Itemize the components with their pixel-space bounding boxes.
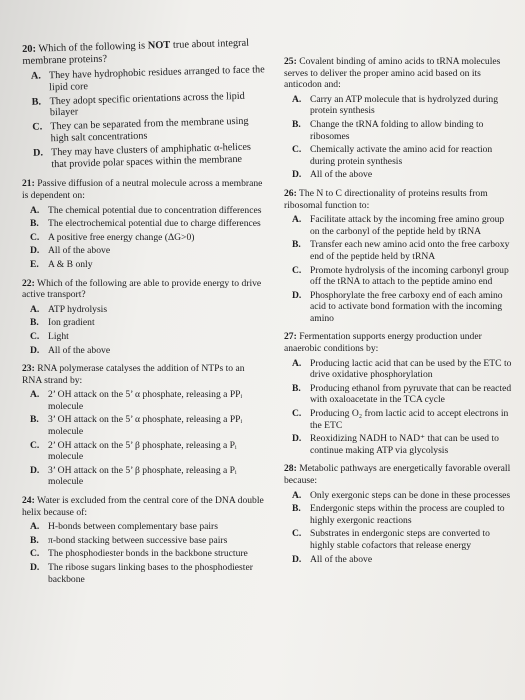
answer-option (22, 345, 264, 357)
question-25 (284, 56, 512, 181)
question-23 (22, 363, 264, 488)
option-letter: B. (30, 414, 39, 426)
option-letter: D. (292, 289, 302, 301)
option-text: 3’ OH attack on the 5’ α phosphate, releasing a PPᵢ molecule (48, 414, 243, 438)
option-text: The phosphodiester bonds in the backbone structure (48, 548, 248, 560)
stem-text: Water is excluded from the central core of the DNA double helix because of: (22, 495, 264, 518)
answer-option (22, 389, 264, 412)
option-text: 3’ OH attack on the 5’ β phosphate, releasing a Pᵢ molecule (48, 464, 237, 488)
stem-text: Metabolic pathways are energetically favorable overall because: (284, 463, 511, 486)
option-letter: C. (292, 144, 302, 156)
answer-option (22, 317, 264, 329)
question-27 (284, 331, 512, 456)
question-number: 28: (284, 463, 297, 475)
question-stem (22, 495, 264, 518)
option-text: Only exergonic steps can be done in these processes (310, 489, 511, 501)
answer-option (22, 245, 264, 257)
option-letter: A. (30, 303, 40, 315)
question-stem (284, 56, 512, 91)
option-text: Substrates in endergonic steps are converted to highly stable cofactors that release energy (310, 528, 490, 551)
question-stem (284, 331, 512, 354)
option-letter: D. (30, 464, 40, 476)
option-letter: C. (30, 231, 40, 243)
option-letter: C. (292, 528, 302, 540)
option-letter: A. (30, 204, 40, 216)
answer-option (284, 358, 512, 381)
option-text: Producing lactic acid that can be used by the ETC to drive oxidative phosphorylation (310, 357, 512, 381)
option-letter: A. (292, 214, 302, 226)
option-letter: B. (292, 503, 301, 515)
answer-option (284, 490, 512, 502)
option-letter: B. (30, 317, 39, 329)
option-text: ATP hydrolysis (48, 303, 108, 315)
option-text: Producing ethanol from pyruvate that can be reacted with oxaloacetate in the TCA cycle (310, 382, 512, 406)
option-letter: A. (30, 389, 40, 401)
answer-option (284, 265, 512, 288)
stem-text: Fermentation supports energy production under anaerobic conditions by: (284, 331, 482, 355)
answer-option (22, 331, 264, 343)
option-letter: D. (292, 433, 302, 445)
option-text: Transfer each new amino acid onto the free carboxy end of the peptide held by tRNA (310, 239, 510, 262)
stem-text: Which of the following is (38, 40, 148, 55)
option-letter: A. (30, 70, 41, 82)
answer-option (22, 440, 264, 463)
answer-option (284, 554, 512, 566)
option-letter: C. (30, 330, 40, 342)
stem-emphasis: NOT (147, 39, 171, 52)
option-text: H-bonds between complementary base pairs (48, 521, 218, 533)
option-letter: B. (292, 118, 301, 130)
answer-option (284, 214, 512, 237)
question-21 (22, 178, 264, 270)
option-text: A & B only (48, 258, 93, 270)
answer-option (22, 562, 264, 585)
option-text: Carry an ATP molecule that is hydrolyzed during protein synthesis (310, 93, 499, 117)
answer-option (284, 239, 512, 262)
question-stem (22, 278, 264, 301)
option-letter: E. (30, 258, 39, 270)
answer-option (22, 259, 264, 271)
left-column (22, 37, 265, 592)
answer-option (25, 141, 268, 171)
stem-text: Covalent binding of amino acids to tRNA molecules serves to deliver the proper amino acid based on its anticodon and: (284, 56, 501, 91)
option-text: π-bond stacking between successive base pairs (48, 534, 228, 546)
answer-option (22, 304, 264, 316)
option-text: Light (48, 330, 69, 342)
option-letter: C. (30, 439, 40, 451)
option-letter: B. (30, 534, 39, 546)
question-24 (22, 495, 264, 585)
option-text: Reoxidizing NADH to NAD⁺ that can be used to continue making ATP via glycolysis (310, 433, 499, 456)
option-text: They adopt specific orientations across the lipid bilayer (49, 90, 245, 119)
question-stem (22, 363, 264, 386)
option-text: They can be separated from the membrane using high salt concentrations (50, 115, 249, 145)
option-text: The electrochemical potential due to charge differences (48, 218, 261, 230)
option-text: All of the above (48, 344, 111, 356)
option-text: All of the above (310, 553, 373, 565)
answer-option (22, 548, 264, 560)
stem-text: Which of the following are able to provide energy to drive active transport? (22, 277, 262, 301)
option-letter: D. (30, 562, 40, 573)
answer-option (284, 290, 512, 325)
question-number: 20: (22, 43, 37, 55)
option-text: Ion gradient (48, 317, 95, 329)
question-number: 26: (284, 187, 297, 199)
question-stem (22, 178, 264, 201)
option-letter: B. (31, 96, 42, 108)
question-20 (22, 37, 267, 171)
option-text: 2’ OH attack on the 5’ β phosphate, releasing a Pᵢ molecule (48, 439, 237, 463)
stem-text: Passive diffusion of a neutral molecule across a membrane is dependent on: (22, 178, 263, 201)
option-text: Promote hydrolysis of the incoming carbonyl group off the tRNA to attach to the peptide amino end (310, 264, 509, 288)
answer-option (284, 528, 512, 551)
option-letter: A. (292, 489, 302, 501)
option-text: They may have clusters of amphiphatic α-helices that provide polar spaces within the membrane (50, 141, 252, 170)
answer-option (284, 94, 512, 117)
answer-option (284, 503, 512, 526)
question-number: 27: (284, 331, 297, 343)
stem-text: RNA polymerase catalyses the addition of NTPs to an RNA strand by: (22, 363, 245, 386)
question-22 (22, 278, 264, 357)
answer-option (284, 383, 512, 406)
question-number: 22: (22, 277, 35, 289)
option-text: The chemical potential due to concentration differences (48, 204, 262, 216)
answer-option (284, 144, 512, 167)
question-number: 25: (284, 56, 297, 67)
answer-option (22, 218, 264, 230)
answer-option (284, 408, 512, 431)
answer-option (284, 433, 512, 456)
answer-option (22, 414, 264, 437)
answer-option (284, 169, 512, 181)
option-text: All of the above (48, 245, 111, 257)
option-text: A positive free energy change (ΔG>0) (48, 231, 195, 243)
option-letter: A. (30, 521, 40, 533)
option-letter: B. (292, 382, 301, 394)
stem-text: true about integral membrane proteins? (22, 37, 250, 67)
answer-option (22, 205, 264, 217)
option-text: Change the tRNA folding to allow binding to ribosomes (310, 118, 484, 142)
option-letter: A. (292, 357, 302, 369)
question-stem (22, 37, 265, 68)
option-letter: D. (292, 169, 302, 181)
option-text: 2’ OH attack on the 5’ α phosphate, releasing a PPᵢ molecule (48, 389, 243, 412)
answer-option (22, 232, 264, 244)
option-letter: D. (32, 147, 44, 159)
answer-option (22, 465, 264, 488)
option-text: Producing O₂ from lactic acid to accept electrons in the ETC (310, 408, 509, 431)
option-letter: B. (30, 218, 39, 230)
option-letter: B. (292, 239, 301, 251)
question-number: 24: (22, 495, 35, 507)
question-26 (284, 188, 512, 325)
option-text: The ribose sugars linking bases to the phosphodiester backbone (48, 562, 253, 585)
option-letter: C. (292, 264, 302, 276)
stem-text: The N to C directionality of proteins results from ribosomal function to: (284, 187, 488, 211)
question-stem (284, 188, 512, 211)
question-number: 21: (22, 178, 35, 190)
answer-option (284, 119, 512, 142)
option-letter: C. (292, 408, 302, 420)
option-letter: A. (292, 93, 302, 105)
option-text: Phosphorylate the free carboxy end of each amino acid to activate bond formation with the incoming amino (310, 289, 503, 324)
option-text: Chemically activate the amino acid for reaction during protein synthesis (310, 144, 493, 167)
option-letter: D. (292, 553, 302, 565)
option-letter: D. (30, 245, 40, 257)
option-text: They have hydrophobic residues arranged to face the lipid core (48, 64, 265, 94)
option-letter: C. (32, 121, 43, 133)
option-text: All of the above (310, 169, 373, 181)
option-letter: C. (30, 548, 40, 560)
question-28 (284, 463, 512, 565)
question-stem (284, 463, 512, 486)
answer-option (22, 521, 264, 533)
right-column (284, 56, 512, 572)
question-number: 23: (22, 363, 35, 375)
option-text: Facilitate attack by the incoming free amino group on the carbonyl of the peptide held by tRNA (310, 214, 505, 237)
answer-option (22, 535, 264, 547)
option-text: Endergonic steps within the process are coupled to highly exergonic reactions (310, 503, 505, 526)
option-letter: D. (30, 344, 40, 356)
